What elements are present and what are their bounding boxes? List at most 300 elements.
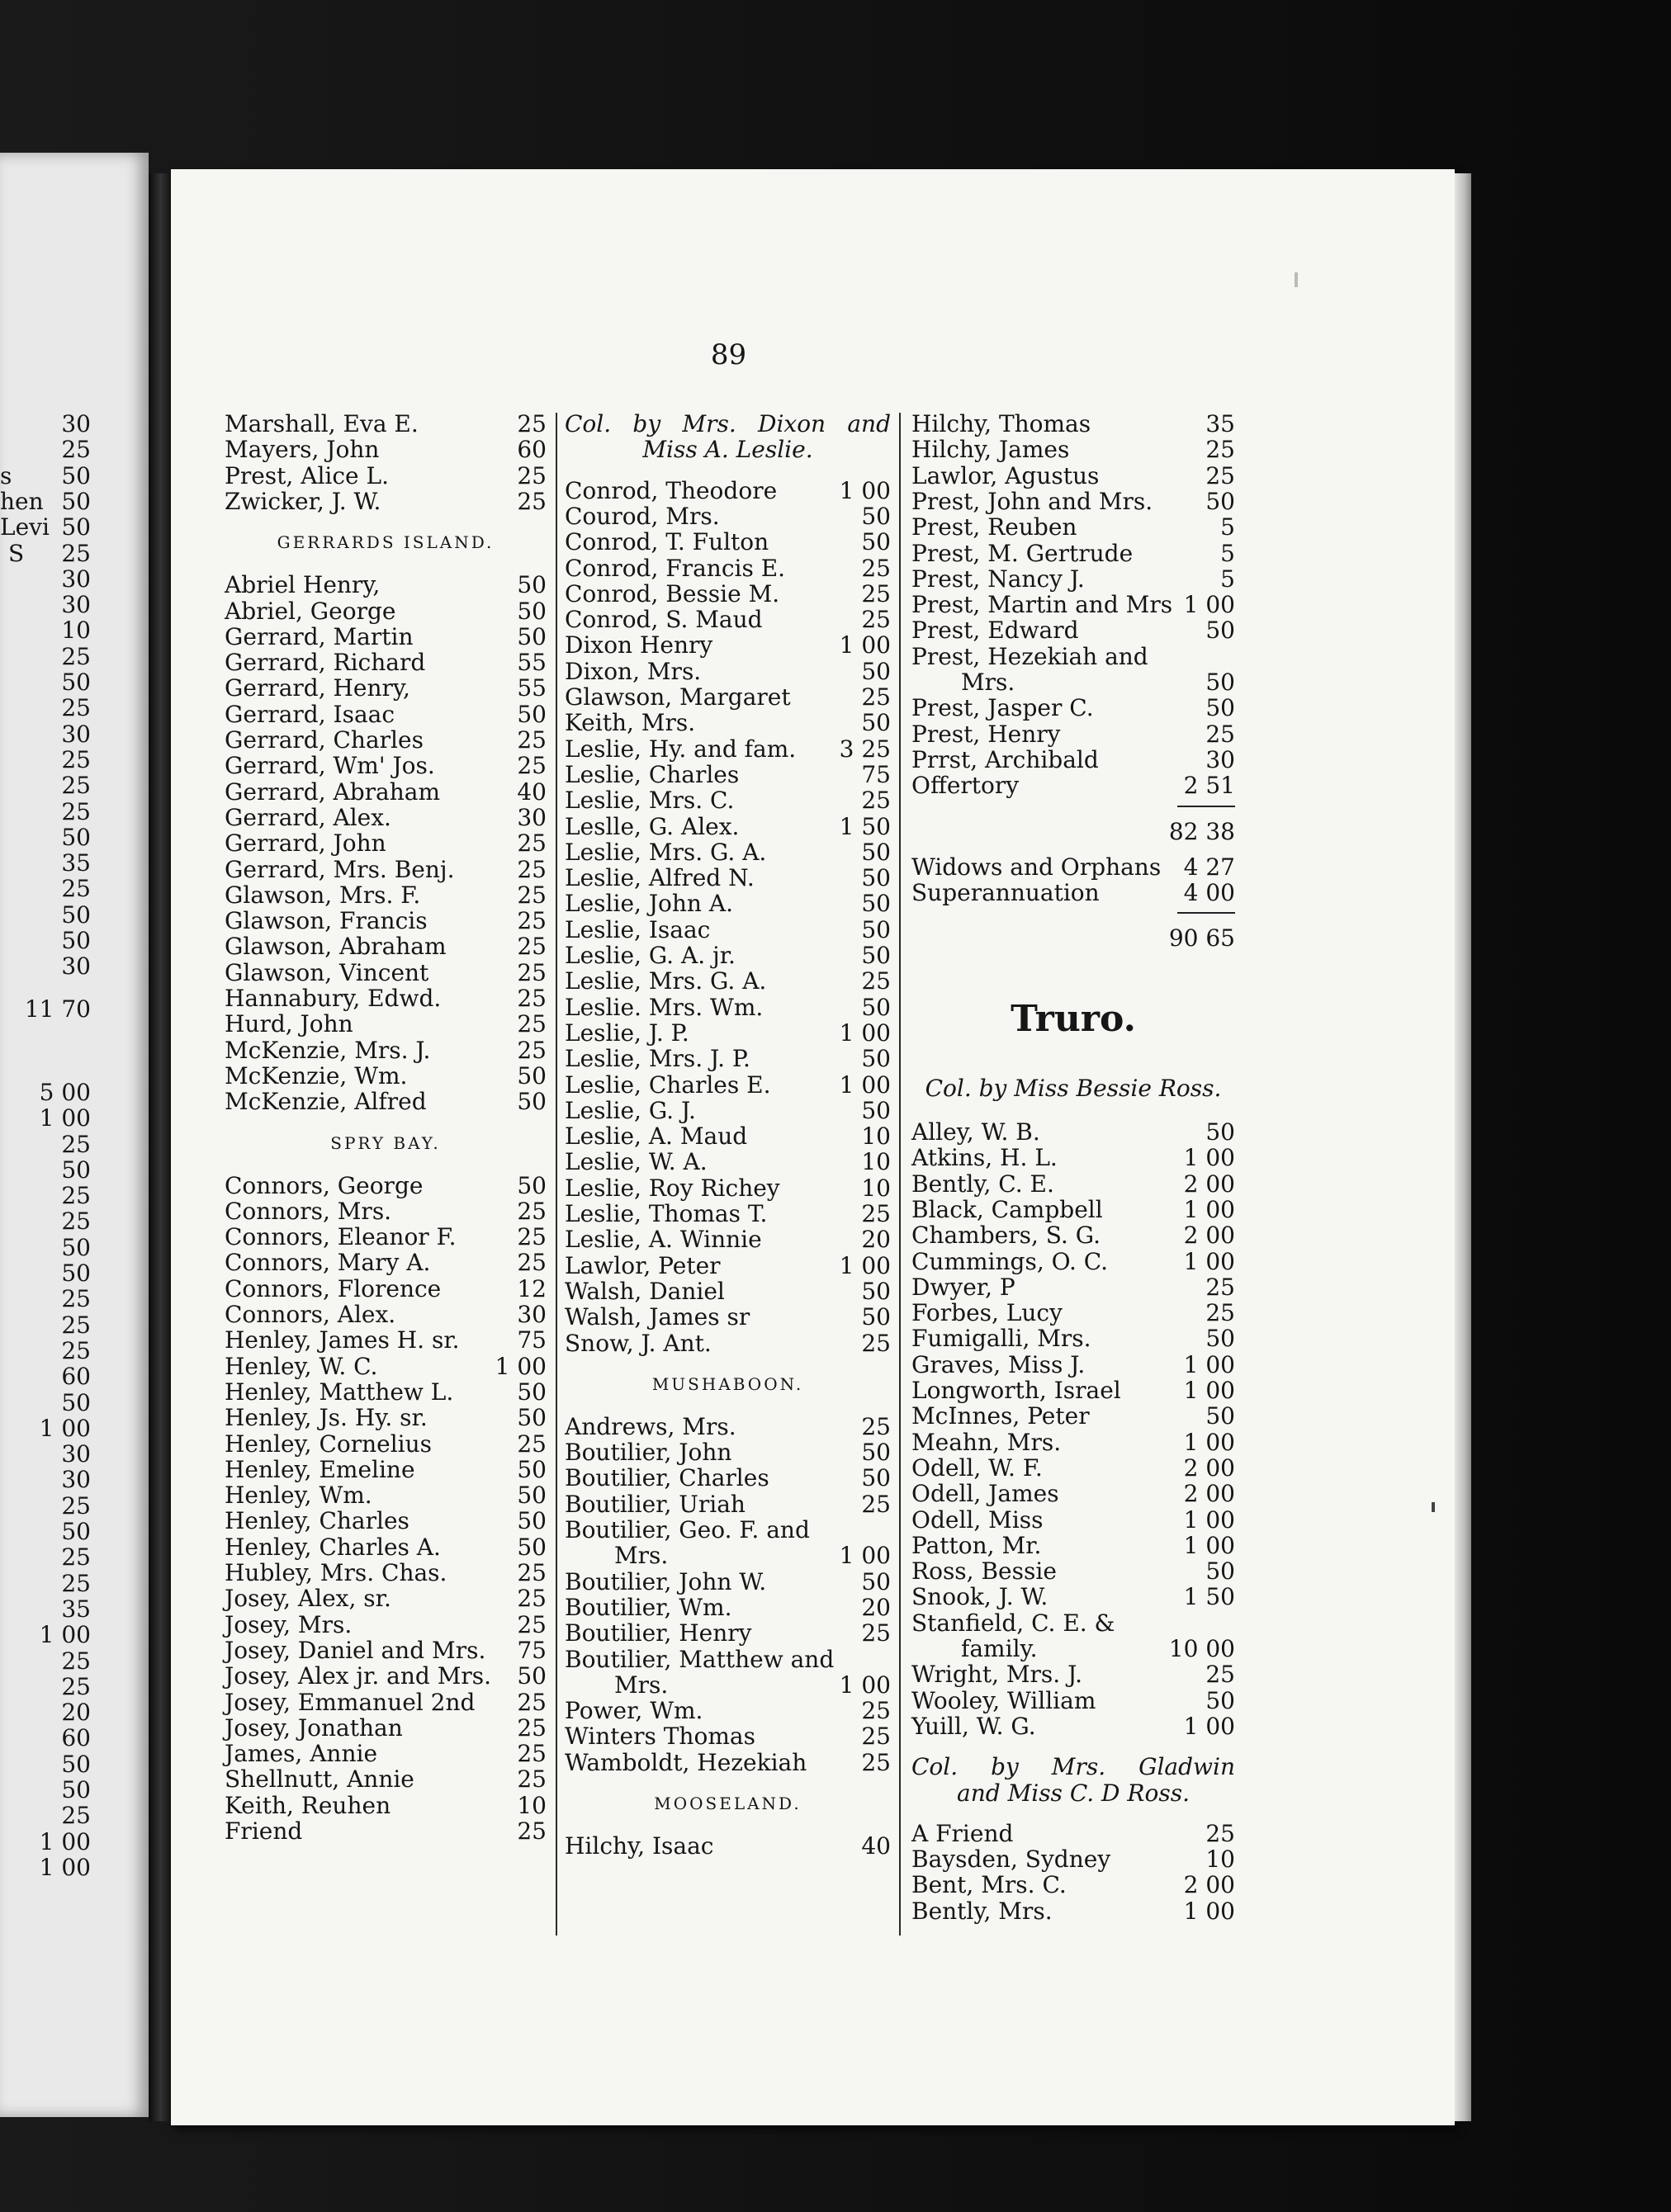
- entry-amount: 25: [517, 1585, 547, 1613]
- entry-amount: 50: [1205, 1402, 1235, 1430]
- entry-amount: 50: [517, 622, 547, 650]
- list-item: [225, 702, 547, 727]
- facing-page-fragment: s: [0, 461, 12, 489]
- list-item: [225, 1482, 547, 1508]
- entry-name: Meahn, Mrs.: [911, 1428, 1062, 1456]
- entry-name: Wooley, William: [911, 1686, 1096, 1714]
- entry-name: Prest, Jasper C.: [911, 694, 1094, 722]
- list-item: [911, 541, 1235, 566]
- facing-page-amount: 50: [61, 900, 91, 929]
- facing-page-fragment: Levi: [0, 513, 50, 541]
- entry-name: Prest, Martin and Mrs: [911, 591, 1173, 619]
- entry-amount: 25: [861, 1412, 891, 1440]
- list-item: [565, 1098, 891, 1123]
- entry-amount: 25: [517, 855, 547, 883]
- sum-rule: [1177, 912, 1235, 914]
- list-item: [225, 882, 547, 908]
- entry-amount: 25: [517, 1688, 547, 1716]
- list-item: [911, 695, 1235, 721]
- entry-name: Leslie, Isaac: [565, 915, 711, 943]
- list-item: [565, 814, 891, 839]
- entry-name: Keith, Reuhen: [225, 1791, 391, 1819]
- entry-name: Henley, Wm.: [225, 1482, 372, 1510]
- entry-name: Wright, Mrs. J.: [911, 1661, 1083, 1689]
- facing-page-amount: 25: [61, 1208, 91, 1236]
- list-item: [565, 865, 891, 891]
- entry-amount: 50: [861, 502, 891, 530]
- entry-amount: 2 00: [1183, 1222, 1235, 1250]
- list-item: [911, 411, 1235, 437]
- list-item: [911, 489, 1235, 514]
- list-item: [911, 1300, 1235, 1326]
- entry-amount: 50: [861, 838, 891, 866]
- list-item: [225, 1793, 547, 1818]
- list-item: [911, 592, 1235, 617]
- list-item: [225, 1741, 547, 1766]
- entry-name: Henley, Charles A.: [225, 1533, 441, 1561]
- entry-name: McKenzie, Mrs. J.: [225, 1036, 431, 1064]
- entry-amount: 25: [1205, 1661, 1235, 1689]
- list-item: [225, 463, 547, 489]
- entry-amount: 30: [1205, 745, 1235, 773]
- entry-name: Prest, Hezekiah and: [911, 642, 1148, 670]
- list-item: [565, 710, 891, 735]
- entry-amount: 50: [517, 1061, 547, 1089]
- list-item: [911, 1481, 1235, 1506]
- facing-page-amount: 30: [61, 952, 91, 981]
- entry-name: Walsh, Daniel: [565, 1277, 725, 1305]
- entry-amount: 25: [517, 1713, 547, 1742]
- list-item: [565, 632, 891, 658]
- list-item: [225, 1276, 547, 1302]
- entry-amount: 50: [861, 993, 891, 1021]
- list-item: [911, 1584, 1235, 1609]
- list-item: [911, 1713, 1235, 1739]
- facing-page-amount: 1 00: [39, 1621, 91, 1649]
- entry-amount: 50: [861, 1439, 891, 1467]
- entry-amount: 50: [517, 1404, 547, 1432]
- list-item: [565, 1672, 891, 1698]
- entry-amount: 30: [517, 1301, 547, 1328]
- entry-amount: 25: [861, 1329, 891, 1357]
- section-heading: GERRARDS ISLAND.: [277, 532, 495, 553]
- entry-amount: 25: [517, 1765, 547, 1794]
- entry-amount: 25: [1205, 1299, 1235, 1327]
- list-item: [911, 463, 1235, 489]
- sum-amount: 90 65: [1168, 924, 1235, 952]
- entry-amount: 1 50: [1183, 1583, 1235, 1611]
- entry-amount: 50: [861, 1303, 891, 1331]
- list-item: [225, 1302, 547, 1327]
- entry-amount: 60: [517, 436, 547, 464]
- entry-name: Widows and Orphans: [911, 853, 1162, 881]
- facing-page-amount: 60: [61, 1724, 91, 1752]
- entry-name: Gerrard, Charles: [225, 726, 424, 754]
- list-item: [911, 1274, 1235, 1300]
- facing-page-amount: 30: [61, 410, 91, 437]
- entry-name: Ross, Bessie: [911, 1557, 1057, 1586]
- entry-name: Leslie, Hy. and fam.: [565, 735, 797, 763]
- entry-amount: 25: [517, 830, 547, 858]
- entry-amount: 25: [517, 907, 547, 935]
- entry-amount: 4 00: [1183, 879, 1235, 907]
- list-item: [911, 644, 1235, 669]
- list-item: [225, 598, 547, 624]
- facing-page-amount: 1 00: [39, 1853, 91, 1881]
- entry-amount: 50: [517, 1455, 547, 1483]
- entry-amount: 75: [517, 1636, 547, 1664]
- entry-name: Leslie, J. P.: [565, 1019, 689, 1047]
- list-item: [565, 736, 891, 762]
- list-item: [565, 684, 891, 710]
- entry-name: James, Annie: [225, 1740, 378, 1768]
- entry-amount: 50: [1205, 617, 1235, 645]
- list-item: [911, 1119, 1235, 1145]
- entry-name: Conrod, T. Fulton: [565, 528, 769, 556]
- facing-page-amount: 50: [61, 1518, 91, 1545]
- entry-amount: 1 00: [839, 1542, 891, 1570]
- entry-amount: 25: [517, 881, 547, 909]
- facing-page-amount: 30: [61, 720, 91, 748]
- list-item: [565, 659, 891, 684]
- entry-amount: 5: [1220, 513, 1235, 541]
- facing-page-amount: 25: [61, 797, 91, 825]
- entry-name: Boutilier, Geo. F. and: [565, 1516, 810, 1543]
- list-item: [225, 779, 547, 805]
- entry-name: Leslie, Charles E.: [565, 1071, 771, 1099]
- entry-name: Gerrard, Richard: [225, 649, 426, 677]
- entry-name: Leslie, Roy Richey: [565, 1174, 780, 1202]
- entry-amount: 1 00: [1183, 1377, 1235, 1404]
- entry-amount: 40: [517, 778, 547, 806]
- list-item: [225, 1089, 547, 1114]
- list-item: [565, 1201, 891, 1227]
- facing-page-amount: 25: [61, 1182, 91, 1210]
- entry-amount: 25: [517, 461, 547, 489]
- entry-amount: 50: [861, 915, 891, 943]
- list-item: [565, 1833, 891, 1859]
- facing-page-amount: 25: [61, 1672, 91, 1700]
- entry-amount: 25: [517, 1559, 547, 1586]
- list-item: [225, 933, 547, 959]
- entry-amount: 25: [517, 985, 547, 1012]
- entry-name: Mrs.: [961, 669, 1015, 696]
- list-item: [911, 1455, 1235, 1481]
- entry-amount: 50: [861, 1464, 891, 1492]
- list-item: [225, 411, 547, 437]
- list-item: [911, 1688, 1235, 1713]
- entry-name: Zwicker, J. W.: [225, 487, 381, 515]
- list-item: [565, 995, 891, 1020]
- column-rule: [556, 413, 557, 1936]
- entry-name: Glawson, Francis: [225, 907, 428, 935]
- entry-name: Hannabury, Edwd.: [225, 985, 442, 1012]
- list-item: [911, 1898, 1235, 1924]
- entry-name: Odell, James: [911, 1480, 1059, 1508]
- entry-name: Power, Wm.: [565, 1697, 703, 1725]
- list-item: [565, 1569, 891, 1595]
- list-item: [565, 1465, 891, 1491]
- facing-page-fragment: hen: [0, 487, 44, 515]
- list-item: [565, 1020, 891, 1046]
- entry-name: Leslie, Charles: [565, 760, 740, 788]
- entry-amount: 1 00: [495, 1352, 547, 1380]
- list-item: [225, 572, 547, 598]
- entry-amount: 1 00: [1183, 591, 1235, 619]
- entry-name: Boutilier, Charles: [565, 1464, 769, 1492]
- entry-name: Graves, Miss J.: [911, 1350, 1086, 1378]
- entry-name: Baysden, Sydney: [911, 1846, 1111, 1874]
- list-item: [225, 1354, 547, 1379]
- list-item: [565, 529, 891, 555]
- entry-name: Hilchy, Isaac: [565, 1832, 714, 1860]
- entry-name: Leslie, John A.: [565, 890, 733, 918]
- entry-amount: 2 00: [1183, 1871, 1235, 1899]
- list-item: [565, 1304, 891, 1330]
- entry-amount: 1 00: [1183, 1531, 1235, 1559]
- entry-name: Offertory: [911, 772, 1020, 800]
- facing-page-amount: 25: [61, 875, 91, 903]
- entry-name: Conrod, Francis E.: [565, 554, 786, 582]
- entry-name: Winters Thomas: [565, 1723, 755, 1751]
- list-item: [565, 1253, 891, 1279]
- entry-name: Glawson, Mrs. F.: [225, 881, 421, 909]
- list-item: [911, 669, 1235, 695]
- entry-name: Henley, Matthew L.: [225, 1378, 454, 1406]
- list-item: [565, 555, 891, 581]
- list-item: [225, 675, 547, 701]
- entry-amount: 25: [517, 1817, 547, 1845]
- entry-amount: 50: [517, 1088, 547, 1116]
- entry-name: Boutilier, John W.: [565, 1567, 767, 1595]
- section-title: Truro.: [1011, 997, 1136, 1040]
- entry-name: Alley, W. B.: [911, 1118, 1040, 1146]
- entry-amount: 25: [517, 726, 547, 754]
- list-item: [911, 566, 1235, 592]
- sum-total: [911, 819, 1235, 844]
- list-item: [565, 1620, 891, 1646]
- entry-amount: 30: [517, 803, 547, 831]
- entry-amount: 25: [861, 579, 891, 607]
- list-item: [565, 1331, 891, 1356]
- entry-name: Boutilier, Wm.: [565, 1593, 732, 1621]
- list-item: [225, 1011, 547, 1037]
- entry-name: Lawlor, Agustus: [911, 461, 1100, 489]
- entry-amount: 50: [1205, 694, 1235, 722]
- list-item: [565, 1227, 891, 1252]
- entry-name: Henley, Js. Hy. sr.: [225, 1404, 428, 1432]
- entry-amount: 1 00: [1183, 1712, 1235, 1740]
- entry-name: Josey, Jonathan: [225, 1713, 403, 1742]
- entry-amount: 25: [517, 487, 547, 515]
- entry-name: Connors, Florence: [225, 1274, 442, 1302]
- entry-amount: 25: [1205, 461, 1235, 489]
- list-item: [565, 943, 891, 968]
- entry-name: Josey, Alex jr. and Mrs.: [225, 1662, 492, 1690]
- list-item: [565, 891, 891, 916]
- facing-page-amount: 50: [61, 1776, 91, 1803]
- entry-name: Odell, W. F.: [911, 1453, 1043, 1482]
- entry-amount: 1 00: [1183, 1505, 1235, 1534]
- entry-amount: 25: [861, 606, 891, 634]
- list-item: [225, 908, 547, 933]
- entry-name: Leslie. Mrs. Wm.: [565, 993, 764, 1021]
- entry-amount: 10: [517, 1791, 547, 1819]
- entry-name: Hurd, John: [225, 1010, 353, 1038]
- entry-name: Hubley, Mrs. Chas.: [225, 1559, 447, 1586]
- list-item: [225, 1063, 547, 1089]
- list-item: [911, 1326, 1235, 1351]
- entry-amount: 1 00: [839, 1251, 891, 1279]
- entry-amount: 5: [1220, 565, 1235, 593]
- entry-name: Hilchy, Thomas: [911, 410, 1091, 437]
- facing-page-amount: 30: [61, 1466, 91, 1494]
- entry-name: Leslie, G. J.: [565, 1096, 696, 1124]
- list-item: [225, 1586, 547, 1611]
- facing-page-amount: 60: [61, 1363, 91, 1391]
- entry-name: Gerrard, Alex.: [225, 803, 391, 831]
- entry-amount: 25: [517, 1610, 547, 1638]
- speck-mark: [1295, 272, 1298, 287]
- facing-page-amount: 50: [61, 1260, 91, 1287]
- entry-amount: 25: [517, 1223, 547, 1251]
- facing-page-amount: 25: [61, 694, 91, 722]
- entry-amount: 1 00: [1183, 1247, 1235, 1275]
- facing-page-amount: 25: [61, 539, 91, 567]
- entry-name: Henley, James H. sr.: [225, 1326, 460, 1354]
- section-heading: MUSHABOON.: [651, 1373, 804, 1394]
- sum-total: [911, 925, 1235, 951]
- list-item: [565, 1175, 891, 1201]
- list-item: [225, 1560, 547, 1586]
- list-item: [911, 880, 1235, 905]
- entry-name: Prest, Reuben: [911, 513, 1077, 541]
- entry-name: Henley, Charles: [225, 1507, 409, 1535]
- entry-name: Gerrard, Martin: [225, 622, 414, 650]
- list-item: [225, 1612, 547, 1638]
- entry-amount: 10: [1205, 1846, 1235, 1874]
- entry-name: Boutilier, Henry: [565, 1619, 752, 1647]
- sum-amount: 82 38: [1168, 817, 1235, 845]
- entry-name: Dixon Henry: [565, 631, 713, 659]
- facing-page-amount: 25: [61, 745, 91, 773]
- list-item: [565, 607, 891, 632]
- entry-name: A Friend: [911, 1819, 1014, 1847]
- list-item: [225, 857, 547, 882]
- entry-amount: 25: [1205, 1819, 1235, 1847]
- entry-name: Shellnutt, Annie: [225, 1765, 414, 1794]
- entry-amount: 50: [861, 942, 891, 969]
- list-item: [565, 1491, 891, 1517]
- entry-amount: 50: [517, 1507, 547, 1535]
- entry-name: McKenzie, Alfred: [225, 1088, 427, 1116]
- entry-name: Henley, Emeline: [225, 1455, 415, 1483]
- entry-amount: 25: [517, 410, 547, 437]
- list-item: [911, 1249, 1235, 1274]
- list-item: [565, 917, 891, 943]
- entry-amount: 50: [1205, 1686, 1235, 1714]
- entry-amount: 75: [861, 760, 891, 788]
- entry-name: Leslie, Mrs. G. A.: [565, 967, 767, 995]
- list-item: [911, 1378, 1235, 1403]
- facing-page-amount: 30: [61, 1440, 91, 1468]
- list-item: [565, 1149, 891, 1175]
- entry-amount: 25: [517, 933, 547, 961]
- list-item: [565, 1123, 891, 1149]
- list-item: [911, 1352, 1235, 1378]
- entry-name: Henley, Cornelius: [225, 1430, 433, 1458]
- entry-amount: 1 00: [839, 631, 891, 659]
- entry-name: Connors, Mrs.: [225, 1197, 392, 1225]
- entry-name: Gerrard, Abraham: [225, 778, 441, 806]
- facing-page-amount: 50: [61, 1156, 91, 1184]
- list-item: [565, 968, 891, 994]
- list-item: [911, 1430, 1235, 1455]
- list-item: [565, 787, 891, 813]
- entry-amount: 50: [517, 1171, 547, 1199]
- entry-name: Yuill, W. G.: [911, 1712, 1036, 1740]
- entry-name: Leslie, Mrs. J. P.: [565, 1045, 750, 1073]
- entry-name: McKenzie, Wm.: [225, 1061, 408, 1089]
- list-item: [565, 1517, 891, 1543]
- entry-name: family.: [961, 1635, 1038, 1662]
- list-item: [911, 1507, 1235, 1533]
- entry-amount: 25: [861, 1748, 891, 1776]
- list-item: [225, 1508, 547, 1534]
- entry-amount: 25: [861, 787, 891, 815]
- entry-name: Leslle, G. Alex.: [565, 812, 740, 840]
- entry-name: Mrs.: [614, 1671, 669, 1699]
- list-item: [225, 1690, 547, 1715]
- entry-amount: 50: [1205, 669, 1235, 696]
- entry-name: Snow, J. Ant.: [565, 1329, 712, 1357]
- entry-name: Leslie, Mrs. G. A.: [565, 838, 767, 866]
- facing-page-amount: 25: [61, 1569, 91, 1597]
- facing-page-amount: 25: [61, 642, 91, 670]
- list-item: [565, 581, 891, 607]
- entry-name: Glawson, Margaret: [565, 683, 791, 711]
- entry-name: Josey, Alex, sr.: [225, 1585, 391, 1613]
- entry-name: Black, Campbell: [911, 1195, 1103, 1223]
- list-item: [225, 1818, 547, 1844]
- list-item: [911, 854, 1235, 880]
- facing-page-amount: 50: [61, 461, 91, 489]
- entry-amount: 50: [861, 890, 891, 918]
- entry-amount: 20: [861, 1226, 891, 1254]
- entry-name: Bently, C. E.: [911, 1170, 1054, 1198]
- entry-name: Stanfield, C. E. &: [911, 1609, 1115, 1637]
- list-item: [911, 514, 1235, 540]
- list-item: [565, 1543, 891, 1568]
- entry-amount: 50: [1205, 1325, 1235, 1353]
- list-item: [911, 1171, 1235, 1197]
- entry-amount: 50: [861, 528, 891, 556]
- entry-amount: 2 51: [1183, 772, 1235, 800]
- facing-page-amount: 35: [61, 1595, 91, 1623]
- list-item: [565, 1698, 891, 1723]
- entry-amount: 2 00: [1183, 1453, 1235, 1482]
- facing-page-amount: 1 00: [39, 1414, 91, 1442]
- list-item: [225, 1327, 547, 1353]
- list-item: [911, 1661, 1235, 1687]
- entry-amount: 50: [517, 1482, 547, 1510]
- entry-amount: 50: [861, 657, 891, 685]
- entry-name: Connors, Eleanor F.: [225, 1223, 457, 1251]
- entry-name: Leslie, A. Maud: [565, 1123, 748, 1151]
- entry-amount: 50: [1205, 1118, 1235, 1146]
- collector-heading: Col. by Mrs. Dixon and: [565, 410, 891, 437]
- entry-amount: 50: [861, 1096, 891, 1124]
